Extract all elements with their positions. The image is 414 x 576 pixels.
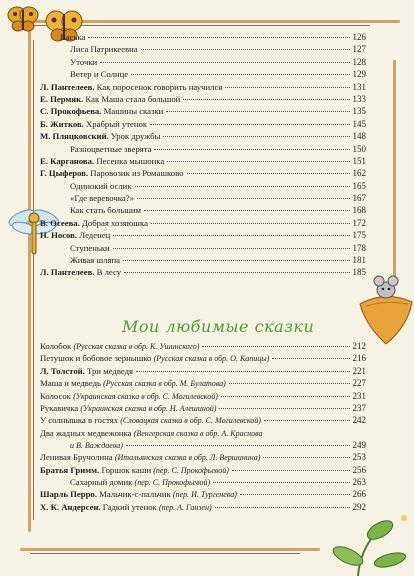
entry-source: (Украинская сказка в обр. С. Могилевской) bbox=[73, 391, 218, 401]
page-number: 263 bbox=[352, 476, 366, 487]
entry-title: Как стать большим bbox=[70, 205, 142, 216]
page-number: 126 bbox=[352, 32, 366, 42]
frame-border-bottom bbox=[20, 548, 320, 551]
page-number: 148 bbox=[352, 131, 366, 142]
page-number: 221 bbox=[352, 365, 366, 376]
entry-title: Песенка мышонка bbox=[96, 155, 165, 166]
entry-source-continued: и В. Важдаева) bbox=[70, 441, 123, 451]
entry-title: Уточки bbox=[70, 56, 98, 67]
entry-author: Е. Пермяк. bbox=[40, 93, 84, 104]
page-number: 150 bbox=[352, 143, 366, 154]
entry-title: Ветер и Солнце bbox=[70, 69, 129, 80]
toc-entry[interactable] bbox=[40, 503, 366, 515]
entry-author: Г. Цыферов. bbox=[40, 168, 89, 179]
page-number: 231 bbox=[352, 390, 366, 401]
entry-title: Сахарный домик bbox=[70, 476, 133, 487]
page-number: 165 bbox=[352, 180, 366, 191]
entry-title: Храбрый утенок bbox=[86, 118, 148, 129]
page-number: 128 bbox=[352, 56, 366, 67]
entry-title: Машины сказки bbox=[103, 106, 164, 117]
toc-entry[interactable] bbox=[40, 392, 366, 404]
entry-source: (пер. И. Тургенева) bbox=[172, 490, 237, 500]
page-number: 131 bbox=[352, 81, 366, 92]
frame-border-bottom-inner bbox=[30, 553, 300, 554]
page-number: 292 bbox=[352, 501, 366, 512]
page-number: 266 bbox=[352, 489, 366, 500]
entry-title: Колобок bbox=[40, 341, 72, 351]
entry-title: Ленивая Бручолина bbox=[40, 452, 113, 463]
entry-source: (Русская сказка в обр. О. Капицы) bbox=[153, 354, 270, 364]
frame-border-top bbox=[30, 20, 400, 23]
entry-author: Шарль Перро. bbox=[40, 489, 97, 500]
entry-title: «Где веревочка?» bbox=[70, 193, 134, 204]
page-number: 145 bbox=[352, 118, 366, 129]
entry-source: (Итальянская сказка в обр. Л. Вершинина) bbox=[114, 453, 261, 463]
toc-entry[interactable] bbox=[40, 231, 366, 243]
entry-author: Братья Гримм. bbox=[40, 464, 100, 475]
page-number: 181 bbox=[352, 255, 366, 266]
page-number: 249 bbox=[352, 440, 366, 451]
page-number: 172 bbox=[352, 217, 366, 228]
entry-author: С. Прокофьева. bbox=[40, 106, 102, 117]
entry-author: Е. Карганова. bbox=[40, 155, 95, 166]
entry-title: Как Маша стала большой bbox=[85, 93, 181, 104]
page-number: 253 bbox=[352, 452, 366, 463]
entry-title: Мальчик-с-пальчик bbox=[99, 489, 171, 500]
page-number: 168 bbox=[352, 205, 366, 216]
frame-border-left-inner bbox=[33, 40, 34, 520]
page-number: 162 bbox=[352, 168, 366, 179]
butterfly-icon bbox=[6, 4, 40, 34]
entry-title: Три медведя bbox=[87, 365, 134, 376]
page-number: 151 bbox=[352, 155, 366, 166]
entry-author: Б. Житков. bbox=[40, 118, 84, 129]
entry-author: Х. К. Андерсен. bbox=[40, 501, 101, 512]
page-number: 212 bbox=[352, 341, 366, 351]
frame-border-right bbox=[393, 60, 396, 280]
toc-entry[interactable] bbox=[40, 268, 366, 280]
page-number: 227 bbox=[352, 378, 366, 389]
page-number: 127 bbox=[352, 44, 366, 55]
entry-title: Рукавичка bbox=[40, 402, 79, 413]
entry-title: У солнышка в гостях bbox=[40, 415, 119, 426]
entry-title: Петушок и бобовое зернышко bbox=[40, 353, 152, 364]
entry-title: Разноцветные зверята bbox=[70, 143, 152, 154]
entry-title: Одинокий ослик bbox=[70, 180, 132, 191]
page-number: 129 bbox=[352, 69, 366, 80]
entry-title: Урок дружбы bbox=[110, 131, 161, 142]
page-number: 185 bbox=[352, 267, 366, 278]
frame-border-left bbox=[28, 22, 31, 532]
toc-entry[interactable] bbox=[40, 132, 366, 144]
entry-title: Гадкий утенок bbox=[102, 501, 157, 512]
page-number: 178 bbox=[352, 242, 366, 253]
entry-title: Живая шляпа bbox=[70, 255, 120, 266]
entry-title: Леденец bbox=[79, 230, 111, 241]
toc-entry[interactable] bbox=[40, 45, 366, 57]
entry-title: Как поросенок говорить научился bbox=[96, 81, 223, 92]
section-title: Мои любимые сказки bbox=[122, 317, 315, 336]
page-number: 242 bbox=[352, 415, 366, 426]
page-number: 135 bbox=[352, 106, 366, 117]
toc-list-part1 bbox=[40, 33, 366, 281]
entry-title: Горшок каши bbox=[101, 464, 152, 475]
entry-title: Колосок bbox=[40, 390, 71, 401]
page-number: 175 bbox=[352, 230, 366, 241]
entry-source: (Русская сказка в обр. М. Булатова) bbox=[103, 379, 226, 389]
page-number: 256 bbox=[352, 464, 366, 475]
entry-title: Два жадных медвежонка bbox=[40, 427, 132, 438]
entry-author: В. Осеева. bbox=[40, 217, 80, 228]
entry-title: Паровозик из Ромашково bbox=[90, 168, 184, 179]
entry-author: Н. Носов. bbox=[40, 230, 78, 241]
entry-author: М. Пляцковский. bbox=[40, 131, 109, 142]
entry-source: (пер. А. Ганзен) bbox=[158, 502, 212, 512]
page-number: 216 bbox=[352, 353, 366, 364]
entry-author: Л. Пантелеев. bbox=[40, 267, 95, 278]
entry-author: Л. Толстой. bbox=[40, 365, 85, 376]
entry-source: (Украинская сказка в обр. Н. Алешиной) bbox=[80, 403, 217, 413]
toc-entry[interactable] bbox=[40, 169, 366, 181]
entry-source: (пер. С. Прокофьевой) bbox=[153, 465, 229, 475]
entry-title: Маша и медведь bbox=[40, 378, 101, 389]
entry-title: Ступеньки bbox=[70, 242, 110, 253]
toc-entry[interactable] bbox=[40, 379, 366, 391]
entry-title: В лесу bbox=[96, 267, 122, 278]
entry-author: Л. Пантелеев. bbox=[40, 81, 95, 92]
entry-title: Добрая хозяюшка bbox=[81, 217, 148, 228]
entry-source: (Словацкая сказка в обр. С. Могилевской) bbox=[120, 416, 261, 426]
toc-list-part2 bbox=[40, 342, 366, 515]
entry-source: (Венгерская сказка в обр. А. Краснова bbox=[133, 428, 263, 438]
page-number: 133 bbox=[352, 93, 366, 104]
page-number: 167 bbox=[352, 193, 366, 204]
entry-source: (пер. С. Прокофьевой) bbox=[134, 477, 211, 487]
entry-source: (Русская сказка в обр. К. Ушинского) bbox=[73, 342, 200, 351]
entry-title: Васька bbox=[60, 32, 86, 42]
toc-entry[interactable] bbox=[40, 429, 366, 453]
entry-title: Лиса Патрикеевна bbox=[70, 44, 138, 55]
page-number: 237 bbox=[352, 402, 366, 413]
